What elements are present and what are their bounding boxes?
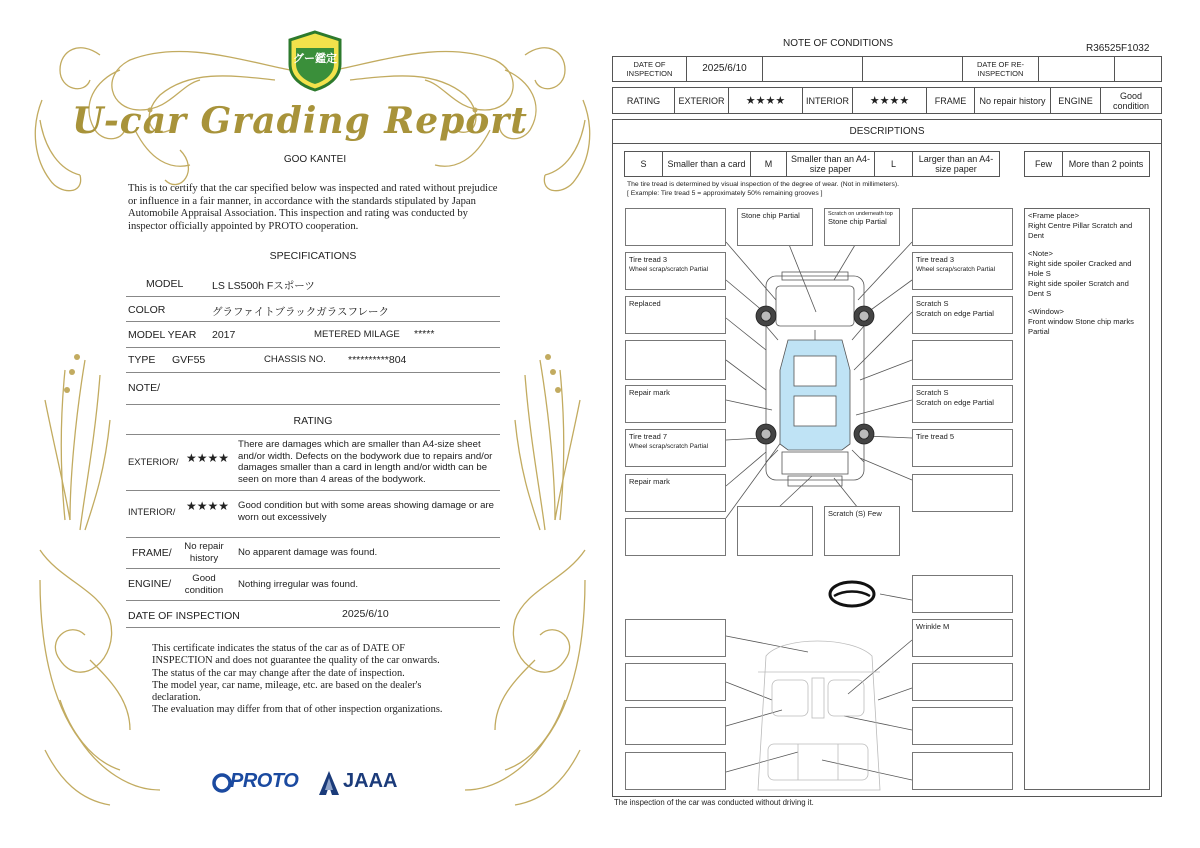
- footer-line: The model year, car name, mileage, etc. are based on the dealer's: [152, 679, 422, 691]
- legend-s: S: [625, 152, 663, 176]
- color-label: COLOR: [128, 304, 166, 316]
- side-note-spacer: [1028, 299, 1146, 307]
- mileage-label: METERED MILAGE: [314, 329, 400, 340]
- interior-seat-diagram: [758, 641, 880, 790]
- certification-statement: This is to certify that the car specified below was inspected and rated without prejudice or influence in a fair manner, in accordance with the standards stipulated by Japan Automobile Appraisal Association. This inspection and rating was conducted by inspector officially appointed by PROTO cooperation.: [128, 183, 498, 232]
- legend-few-text: More than 2 points: [1068, 159, 1144, 169]
- exterior-stars: ★★★★: [186, 451, 230, 465]
- interior-description: Good condition but with some areas showing damage or are worn out excessively: [238, 500, 494, 523]
- date-of-inspection-label: DATE OF INSPECTION: [613, 57, 687, 81]
- car-top-view: [766, 272, 864, 486]
- date-value: 2025/6/10: [342, 608, 389, 620]
- spec-row-type: [126, 347, 500, 373]
- note-text: Stone chip Partial: [741, 211, 800, 220]
- note-text: Tire tread 7: [629, 432, 668, 441]
- chassis-value: **********804: [348, 354, 407, 366]
- note-box: [625, 752, 726, 790]
- date-of-reinspection-label: DATE OF RE-INSPECTION: [963, 57, 1039, 81]
- engine-value: Good condition: [1112, 90, 1150, 111]
- type-value: GVF55: [172, 354, 206, 366]
- note-box-interior-wrinkle: [912, 619, 1013, 657]
- rating-row-exterior: [126, 434, 500, 491]
- note-box: [912, 663, 1013, 701]
- tire-note-line: [ Example: Tire tread 5 = approximately 50% remaining grooves ]: [627, 190, 823, 197]
- legend-s-text: Smaller than a card: [663, 152, 751, 176]
- legend-few: Few: [1025, 152, 1063, 176]
- model-year-value: 2017: [212, 329, 236, 341]
- note-text: Stone chip Partial: [828, 217, 887, 226]
- spec-row-color: [126, 296, 500, 322]
- rating-heading: RATING: [293, 415, 333, 427]
- note-box-left-repair: [625, 385, 726, 423]
- note-box: [625, 340, 726, 380]
- jaaa-logo: JAAA: [343, 770, 398, 792]
- rating-row-frame: [126, 537, 500, 569]
- note-box-right-tire-front: [912, 252, 1013, 290]
- note-box-right-scratch-front: [912, 296, 1013, 334]
- report-subtitle: GOO KANTEI: [283, 154, 347, 165]
- note-text: Wheel scrap/scratch Partial: [629, 443, 709, 450]
- certificate-footer: [152, 643, 482, 717]
- legend-l: L: [875, 152, 913, 176]
- footer-line: The status of the car may change after the date of inspection.: [152, 667, 405, 679]
- engine-description: Nothing irregular was found.: [238, 579, 358, 590]
- note-box: [912, 474, 1013, 512]
- footer-line: The evaluation may differ from that of other inspection organizations.: [152, 704, 443, 716]
- note-box: [912, 752, 1013, 790]
- note-text: Wheel scrap/scratch Partial: [916, 266, 996, 273]
- proto-logo-icon: [212, 773, 232, 793]
- side-note-spacer: [1028, 241, 1146, 249]
- side-note-line: Right side spoiler Cracked and Hole S: [1028, 259, 1132, 278]
- side-note-line: Right side spoiler Scratch and Dent S: [1028, 279, 1129, 298]
- frame-description: No apparent damage was found.: [238, 547, 378, 558]
- note-box: [912, 208, 1013, 246]
- date-of-inspection-value: 2025/6/10: [687, 57, 763, 81]
- note-box-top-underneath: [824, 208, 900, 246]
- note-box-left-replaced: [625, 296, 726, 334]
- note-text: Scratch on edge Partial: [916, 398, 994, 407]
- empty-cell: [863, 57, 963, 81]
- note-box: [625, 518, 726, 556]
- spec-row-model: [126, 270, 500, 297]
- frame-label: FRAME: [927, 88, 975, 113]
- note-text: Tire tread 3: [916, 255, 955, 264]
- reference-number: R36525F1032: [1086, 43, 1150, 54]
- rating-row-engine: [126, 568, 500, 601]
- model-label: MODEL: [146, 278, 184, 290]
- model-value: LS LS500h Fスポーツ: [212, 280, 315, 292]
- footer-line: This certificate indicates the status of the car as of DATE OF: [152, 643, 406, 654]
- note-box: [625, 663, 726, 701]
- descriptions-heading: DESCRIPTIONS: [612, 120, 1162, 144]
- note-text: Scratch S: [916, 299, 949, 308]
- goo-kantei-badge: [284, 30, 346, 92]
- conditions-heading: NOTE OF CONDITIONS: [783, 38, 893, 49]
- footer-line: declaration.: [152, 692, 201, 704]
- specifications-heading: SPECIFICATIONS: [269, 250, 357, 262]
- note-box-top-stone: [737, 208, 813, 246]
- tire-note-line: The tire tread is determined by visual inspection of the degree of wear. (Not in millimeters).: [627, 181, 899, 188]
- note-box-left-repair-rear: [625, 474, 726, 512]
- side-notes-panel: [1024, 208, 1150, 790]
- note-label: NOTE/: [128, 382, 161, 394]
- type-label: TYPE: [128, 354, 156, 366]
- note-box: [625, 208, 726, 246]
- side-note-line: <Window>: [1028, 307, 1064, 316]
- note-box-bottom-scratch: [824, 506, 900, 556]
- interior-stars: ★★★★: [186, 499, 230, 513]
- legend-m: M: [751, 152, 787, 176]
- inspection-date-row: [612, 56, 1162, 82]
- rating-label: RATING: [613, 88, 675, 113]
- interior-label: INTERIOR/: [128, 506, 176, 517]
- exterior-label: EXTERIOR: [675, 88, 729, 113]
- spec-row-year: [126, 321, 500, 348]
- note-box-left-tire-rear: [625, 429, 726, 467]
- note-text: Scratch (S) Few: [828, 509, 882, 518]
- footer-line: INSPECTION and does not guarantee the quality of the car onwards.: [152, 655, 440, 667]
- note-box-left-tire-front: [625, 252, 726, 290]
- note-text: Repair mark: [629, 388, 670, 397]
- proto-logo: PROTO: [230, 770, 299, 792]
- note-text: Tire tread 5: [916, 432, 955, 441]
- note-box: [625, 707, 726, 745]
- rating-summary-row: [612, 87, 1162, 114]
- note-box: [912, 707, 1013, 745]
- side-note-line: <Frame place>: [1028, 211, 1080, 220]
- engine-label: ENGINE: [1051, 88, 1101, 113]
- frame-value: No repair history: [184, 541, 224, 564]
- badge-text: グー鑑定: [293, 53, 337, 65]
- note-text: Wheel scrap/scratch Partial: [629, 266, 709, 273]
- model-year-label: MODEL YEAR: [128, 329, 197, 341]
- chassis-label: CHASSIS NO.: [264, 354, 326, 365]
- date-label: DATE OF INSPECTION: [128, 610, 240, 622]
- note-box-steering: [912, 575, 1013, 613]
- exterior-description: There are damages which are smaller than A4-size sheet and/or width. Defects on the bodywork due to repairs and/or damages smaller than a card in length and/or width can be seen on more than 4 areas of the bodywork.: [238, 439, 493, 485]
- jaaa-logo-icon: [318, 770, 340, 796]
- note-box: [912, 340, 1013, 380]
- note-box: [625, 619, 726, 657]
- side-note-line: Front window Stone chip marks Partial: [1028, 317, 1134, 336]
- note-text: Tire tread 3: [629, 255, 668, 264]
- report-title: U-car Grading Report: [72, 100, 528, 142]
- note-text: Replaced: [629, 299, 661, 308]
- engine-label: ENGINE/: [128, 578, 172, 590]
- interior-label: INTERIOR: [803, 88, 853, 113]
- note-box-right-tire-rear: [912, 429, 1013, 467]
- steering-wheel-icon: [830, 582, 874, 606]
- mileage-value: *****: [414, 328, 435, 340]
- empty-cell: [1039, 57, 1115, 81]
- rating-row-interior: [126, 489, 500, 538]
- engine-value: Good condition: [184, 573, 224, 596]
- note-text: Repair mark: [629, 477, 670, 486]
- size-legend: [624, 151, 1000, 177]
- side-note-line: Right Centre Pillar Scratch and Dent: [1028, 221, 1133, 240]
- note-text: Scratch on underneath top: [828, 211, 893, 217]
- spec-row-note: [126, 372, 500, 405]
- conditions-footer: The inspection of the car was conducted without driving it.: [614, 798, 814, 807]
- note-box: [737, 506, 813, 556]
- frame-value: No repair history: [975, 88, 1051, 113]
- note-text: Wrinkle M: [916, 622, 950, 631]
- empty-cell: [763, 57, 863, 81]
- note-box-right-scratch-rear: [912, 385, 1013, 423]
- note-text: Scratch on edge Partial: [916, 309, 994, 318]
- exterior-label: EXTERIOR/: [128, 456, 179, 467]
- frame-label: FRAME/: [132, 547, 172, 559]
- tire-tread-note: [627, 180, 899, 198]
- date-of-inspection-row: [126, 600, 500, 628]
- interior-stars: ★★★★: [853, 88, 927, 113]
- color-value: グラファイトブラックガラスフレーク: [212, 306, 390, 318]
- few-legend: [1024, 151, 1150, 177]
- exterior-stars: ★★★★: [729, 88, 803, 113]
- legend-l-text: Larger than an A4-size paper: [918, 154, 994, 174]
- legend-m-text: Smaller than an A4-size paper: [787, 152, 875, 176]
- note-text: Scratch S: [916, 388, 949, 397]
- side-note-line: <Note>: [1028, 249, 1053, 258]
